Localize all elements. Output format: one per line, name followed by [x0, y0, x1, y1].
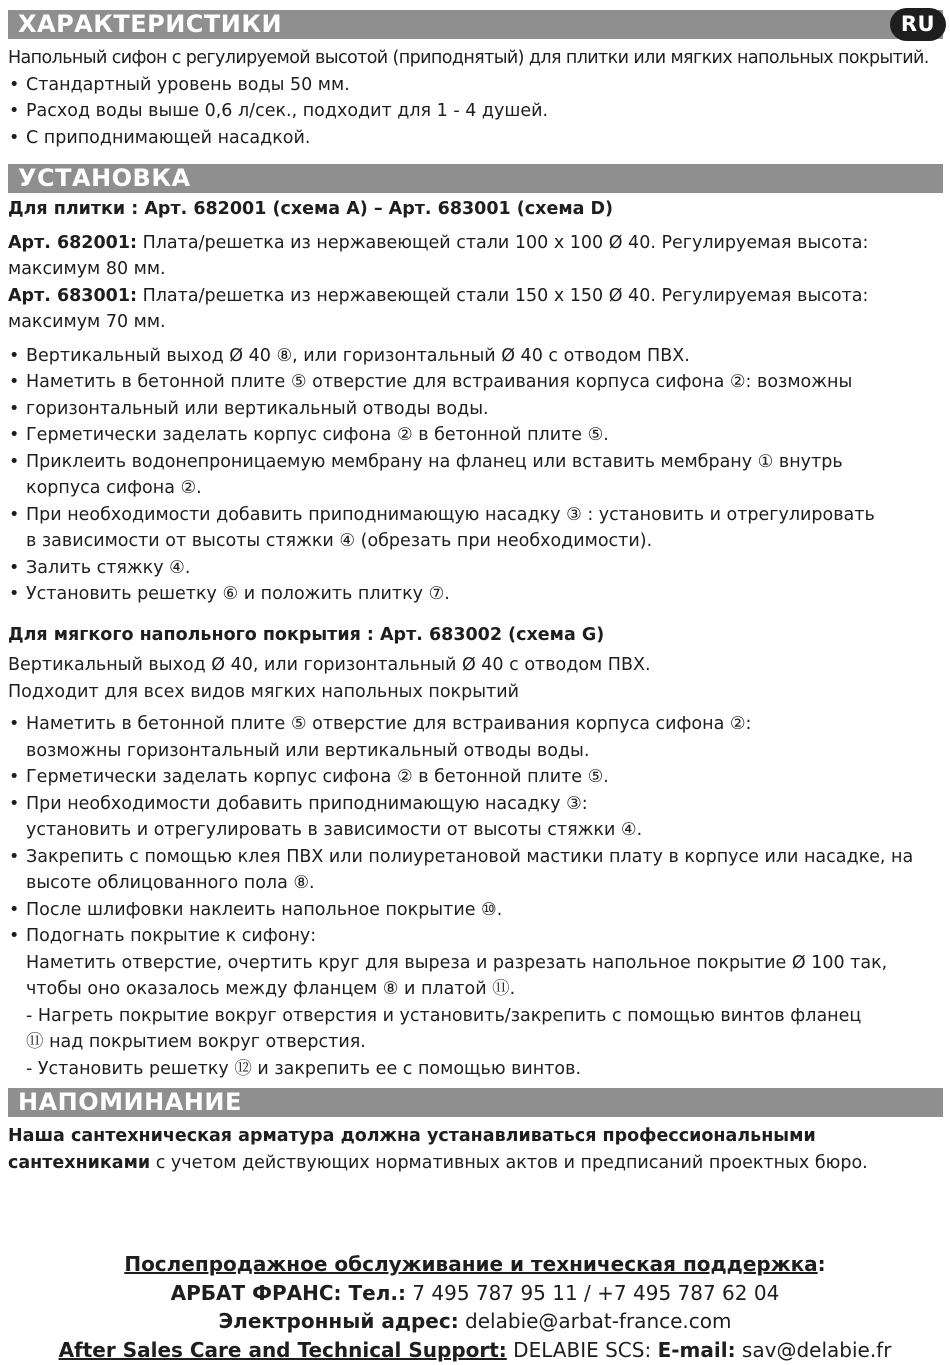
phone-numbers: 7 495 787 95 11 / +7 495 787 62 04: [405, 1280, 780, 1305]
soft-floor-line: Подходит для всех видов мягких напольных покрытий: [8, 681, 519, 702]
step-line: - Нагреть покрытие вокруг отверстия и установить/закрепить с помощью винтов фланец: [26, 1005, 862, 1026]
step-line: Наметить отверстие, очертить круг для выреза и разрезать напольное покрытие Ø 100 так,: [26, 952, 888, 973]
tile-step: [8, 449, 943, 502]
en-email-address: sav@delabie.fr: [735, 1337, 892, 1362]
article-682001-spec: [8, 230, 943, 257]
soft-step: [8, 791, 943, 844]
reminder-text-bold: Наша сантехническая арматура должна устанавливаться профессиональными: [8, 1126, 816, 1146]
support-email-line: [0, 1307, 950, 1336]
section-title-installation: УСТАНОВКА: [18, 164, 191, 192]
step-line: установить и отрегулировать в зависимости от высоты стяжки ④.: [26, 820, 643, 840]
soft-steps-list: [8, 711, 943, 1082]
features-item: • Расход воды выше 0,6 л/сек., подходит для 1 - 4 душей.: [8, 98, 943, 125]
step-line: • При необходимости добавить приподнимающую насадку ③:: [26, 793, 588, 814]
step-line: корпуса сифона ②.: [26, 478, 202, 498]
step-line: - Установить решетку ⑫ и закрепить ее с помощью винтов.: [26, 1058, 582, 1079]
step-line: возможны горизонтальный или вертикальный отводы воды.: [26, 740, 590, 761]
tile-step: [8, 581, 943, 608]
tile-step: [8, 422, 943, 449]
document-page: [8, 10, 943, 1176]
soft-floor-line: Вертикальный выход Ø 40, или горизонтальный Ø 40 с отводом ПВХ.: [8, 655, 651, 675]
step-line: • Залить стяжку ④.: [26, 557, 191, 578]
step-line: в зависимости от высоты стяжки ④ (обрезать при необходимости).: [26, 531, 653, 551]
step-line: • Закрепить с помощью клея ПВХ или полиуретановой мастики плату в корпусе или насадке, на: [26, 846, 914, 867]
soft-step: [8, 897, 943, 924]
step-line: ⑪ над покрытием вокруг отверстия.: [26, 1032, 366, 1052]
step-line: • Подогнать покрытие к сифону:: [26, 926, 317, 946]
support-title-line: [0, 1250, 950, 1279]
step-line: высоте облицованного пола ⑧.: [26, 873, 315, 893]
section-bar-reminder: [8, 1088, 943, 1117]
company-label: АРБАТ ФРАНС: Тел.:: [170, 1280, 406, 1305]
article-683001-label: Арт. 683001:: [8, 285, 138, 306]
step-line: • Вертикальный выход Ø 40 ⑧, или горизонтальный Ø 40 с отводом ПВХ.: [26, 345, 690, 366]
reminder-rest: с учетом действующих нормативных актов и предписаний проектных бюро.: [150, 1152, 868, 1173]
language-badge: RU: [890, 8, 946, 41]
step-line: • Установить решетку ⑥ и положить плитку ⑦.: [26, 584, 450, 604]
tile-step: [8, 555, 943, 582]
soft-step: [8, 844, 943, 897]
step-line: • Наметить в бетонной плите ⑤ отверстие для встраивания корпуса сифона ②:: [26, 714, 752, 734]
step-line: • При необходимости добавить приподнимающую насадку ③ : установить и отрегулировать: [26, 504, 875, 525]
section-title-reminder: НАПОМИНАНИЕ: [18, 1088, 242, 1116]
features-item: • Стандартный уровень воды 50 мм.: [8, 72, 943, 99]
features-item: • С приподнимающей насадкой.: [8, 125, 943, 152]
section-title-features: ХАРАКТЕРИСТИКИ: [18, 10, 283, 38]
article-683001-spec: [8, 283, 943, 310]
support-phone-line: [0, 1279, 950, 1308]
article-683001-text: Плата/решетка из нержавеющей стали 150 x 150 Ø 40. Регулируемая высота:: [137, 285, 869, 306]
soft-step: [8, 711, 943, 764]
support-footer: [0, 1250, 950, 1364]
email-label: Электронный адрес:: [218, 1309, 459, 1333]
tile-steps-list: [8, 343, 943, 608]
tile-step: [8, 343, 943, 370]
email-address: delabie@arbat-france.com: [458, 1309, 732, 1333]
soft-floor-heading: Для мягкого напольного покрытия : Арт. 683002 (схема G): [8, 624, 605, 645]
features-list: [8, 72, 943, 152]
soft-step: [8, 923, 943, 1082]
tile-step: [8, 396, 943, 423]
step-line: • Наметить в бетонной плите ⑤ отверстие для встраивания корпуса сифона ②: возможны: [26, 372, 853, 392]
support-title-colon: :: [817, 1252, 826, 1276]
tile-heading: Для плитки : Арт. 682001 (схема A) – Арт. 683001 (схема D): [8, 199, 614, 219]
article-682001-spec-cont: максимум 80 мм.: [8, 259, 166, 279]
section-bar-features: [8, 10, 943, 39]
en-email-label: E-mail:: [657, 1337, 736, 1362]
tile-step: [8, 502, 943, 555]
step-line: • Герметически заделать корпус сифона ② в бетонной плите ⑤.: [26, 425, 609, 445]
section-bar-installation: [8, 164, 943, 193]
features-intro: Напольный сифон с регулируемой высотой (приподнятый) для плитки или мягких напольных покрытий.: [8, 48, 929, 68]
tile-step: [8, 369, 943, 396]
step-line: чтобы оно оказалось между фланцем ⑧ и платой ⑪.: [26, 979, 516, 999]
step-line: • Герметически заделать корпус сифона ② в бетонной плите ⑤.: [26, 767, 609, 787]
support-title: Послепродажное обслуживание и техническая поддержка: [124, 1252, 818, 1276]
en-company: DELABIE SCS:: [506, 1337, 658, 1362]
reminder-bold-word: сантехниками: [8, 1152, 151, 1173]
step-line: • После шлифовки наклеить напольное покрытие ⑩.: [26, 899, 503, 920]
step-line: • горизонтальный или вертикальный отводы воды.: [26, 398, 489, 419]
support-en-line: [0, 1336, 950, 1365]
article-683001-spec-cont: максимум 70 мм.: [8, 312, 166, 332]
step-line: • Приклеить водонепроницаемую мембрану на фланец или вставить мембрану ① внутрь: [26, 451, 843, 472]
soft-step: [8, 764, 943, 791]
en-support-label: After Sales Care and Technical Support:: [58, 1337, 507, 1362]
article-682001-label: Арт. 682001:: [8, 232, 138, 253]
article-682001-text: Плата/решетка из нержавеющей стали 100 x 100 Ø 40. Регулируемая высота:: [137, 232, 869, 253]
reminder-text: [8, 1150, 943, 1177]
